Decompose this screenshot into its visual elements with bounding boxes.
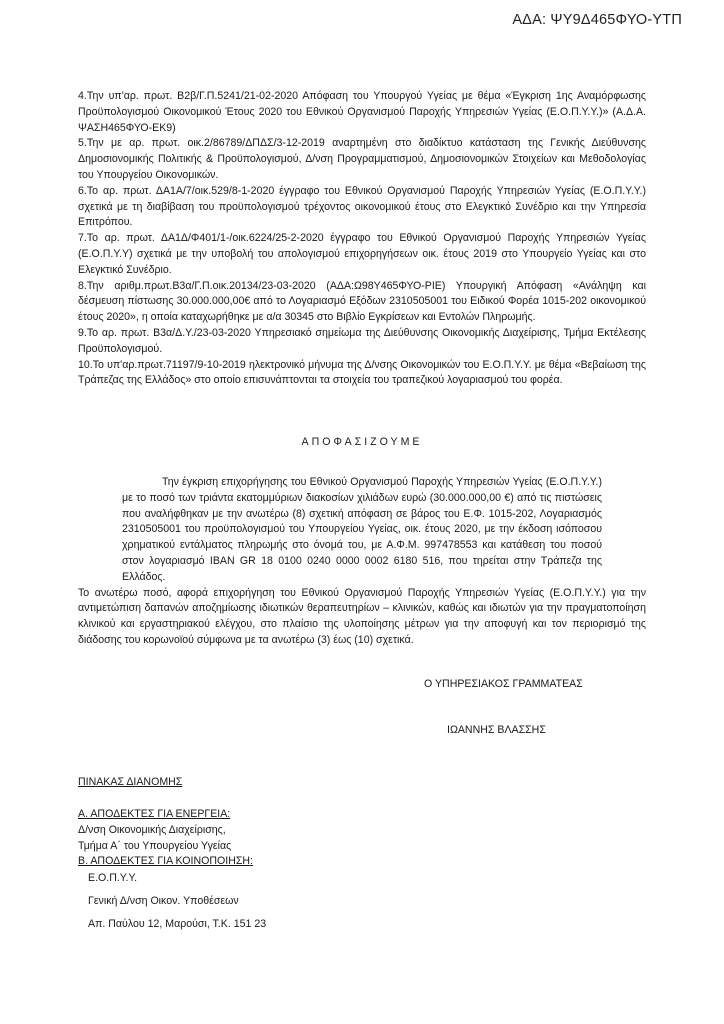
distribution-table bbox=[78, 775, 646, 932]
reference-item: 4.Την υπ'αρ. πρωτ. Β2β/Γ.Π.5241/21-02-2020 Απόφαση του Υπουργού Υγείας με θέμα «Έγκριση 1ης Αναμόρφωσης Προϋπολογισμού Οικονομικού Έτους 2020 του Εθνικού Οργανισμού Παροχής Υπηρεσιών Υγείας (Ε.Ο.Π.Υ.Υ.)» (Α.Δ.Α. ΨΑΣΗ465ΦΥΟ-ΕΚ9) bbox=[78, 90, 646, 134]
decision-paragraph-1: Την έγκριση επιχορήγησης του Εθνικού Οργανισμού Παροχής Υπηρεσιών Υγείας (Ε.Ο.Π.Υ.Υ.) με το ποσό των τριάντα εκατομμύριων διακοσίων χιλιάδων ευρώ (30.000.000,00 €) από τις πιστώσεις που αναλήφθηκαν με την ανωτέρω (8) σχετική απόφαση σε βάρος του Ε.Φ. 1015-202, Λογαριασμός 2310505001 του προϋπολογισμού του Υπουργείου Υγείας, οικ. έτους 2020, με την έκδοση ισόποσου χρηματικού εντάλματος πληρωμής στο όνομά του, με Α.Φ.Μ. 997478553 και κατάθεση του ποσού στον λογαριασμό IBAN GR 18 0100 0240 0000 0002 6180 516, που τηρείται στην Τράπεζα της Ελλάδος. bbox=[122, 475, 602, 583]
section-b-recipients bbox=[78, 871, 646, 932]
section-a-line: Τμήμα Α΄ του Υπουργείου Υγείας bbox=[78, 839, 232, 852]
signatory-role: Ο ΥΠΗΡΕΣΙΑΚΟΣ ΓΡΑΜΜΑΤΕΑΣ bbox=[424, 677, 583, 690]
reference-item: 5.Την με αρ. πρωτ. οικ.2/86789/ΔΠΔΣ/3-12-2019 αναρτημένη στο διαδίκτυο κατάσταση της Γενικής Διεύθυνσης Δημοσιονομικής Πολιτικής & Προϋπολογισμού, Δ/νση Προγραμματισμού, Δημοσιονομικών Στοιχείων και Μεθοδολογίας του Υπουργείου Οικονομικών. bbox=[78, 137, 646, 181]
section-b-heading: Β. ΑΠΟΔΕΚΤΕΣ ΓΙΑ ΚΟΙΝΟΠΟΙΗΣΗ: bbox=[78, 855, 253, 868]
reference-item: 10.Το υπ'αρ.πρωτ.71197/9-10-2019 ηλεκτρονικό μήνυμα της Δ/νσης Οικονομικών του Ε.Ο.Π.Υ.Υ. με θέμα «Βεβαίωση της Τράπεζας της Ελλάδος» στο οποίο επισυνάπτονται τα στοιχεία του τραπεζικού λογαριασμού του φορέα. bbox=[78, 358, 646, 387]
reference-item: 6.Το αρ. πρωτ. ΔΑ1Α/7/οικ.529/8-1-2020 έγγραφο του Εθνικού Οργανισμού Παροχής Υπηρεσιών Υγείας (Ε.Ο.Π.Υ.Υ.) σχετικά με τη διαβίβαση του προϋπολογισμού τρέχοντος οικονομικού έτους στο Ελεγκτικό Συνέδριο και την Υπηρεσία Επιτρόπου. bbox=[78, 184, 646, 229]
section-b-line: Ε.Ο.Π.Υ.Υ. bbox=[88, 872, 138, 885]
ada-code: ΑΔΑ: ΨΥ9Δ465ΦΥΟ-ΥΤΠ bbox=[512, 12, 682, 28]
reference-item: 9.Το αρ. πρωτ. Β3α/Δ.Υ./23-03-2020 Υπηρεσιακό σημείωμα της Διεύθυνσης Οικονομικής Διαχείρισης, Τμήμα Εκτέλεσης Προϋπολογισμού. bbox=[78, 326, 646, 355]
distribution-title: ΠΙΝΑΚΑΣ ΔΙΑΝΟΜΗΣ bbox=[78, 776, 183, 789]
section-a-line: Δ/νση Οικονομικής Διαχείρισης, bbox=[78, 823, 226, 836]
document-body bbox=[78, 89, 646, 940]
section-b-line: Απ. Παύλου 12, Μαρούσι, Τ.Κ. 151 23 bbox=[88, 917, 267, 930]
decision-section bbox=[78, 475, 646, 649]
decision-paragraph-2: Το ανωτέρω ποσό, αφορά επιχορήγηση του Εθνικού Οργανισμού Παροχής Υπηρεσιών Υγείας (Ε.Ο.Π.Υ.Υ.) για την αντιμετώπιση δαπανών αποζημίωσης ιδιωτικών θεραπευτηρίων – κλινικών, καθώς και ιδιωτών για την πραγματοποίηση κλινικού και εργαστηριακού ελέγχου, στο πλαίσιο της υλοποίησης μέτρων για την αποφυγή και τον περιορισμό της διάδοσης του κορωνοϊού σύμφωνα με τα ανωτέρω (3) έως (10) σχετικά. bbox=[78, 586, 646, 646]
references-list bbox=[78, 89, 646, 389]
signature-block bbox=[78, 677, 646, 739]
reference-item: 8.Την αριθμ.πρωτ.Β3α/Γ.Π.οικ.20134/23-03-2020 (ΑΔΑ:Ω98Υ465ΦΥΟ-ΡΙΕ) Υπουργική Απόφαση «Ανάληψη και δέσμευση πίστωσης 30.000.000,00€ από το Λογαριασμό Εξόδων 2310505001 του Ειδικού Φορέα 1015-202 οικονομικού έτους 2020», η οποία καταχωρήθηκε με α/α 30345 στο Βιβλίο Εγκρίσεων και Εντολών Πληρωμής. bbox=[78, 279, 646, 324]
section-b-line: Γενική Δ/νση Οικον. Υποθέσεων bbox=[88, 895, 239, 908]
decision-heading: ΑΠΟΦΑΣΙΖΟΥΜΕ bbox=[301, 436, 423, 449]
reference-item: 7.Το αρ. πρωτ. ΔΑ1Δ/Φ401/1-/οικ.6224/25-2-2020 έγγραφο του Εθνικού Οργανισμού Παροχής Υπηρεσιών Υγείας (Ε.Ο.Π.Υ.Υ) σχετικά με την υποβολή του απολογισμού επιχορηγήσεων οικ. έτους 2019 στο Υπουργείο Υγείας και στο Ελεγκτικό Συνέδριο. bbox=[78, 232, 646, 276]
signatory-name: ΙΩΑΝΝΗΣ ΒΛΑΣΣΗΣ bbox=[447, 723, 546, 736]
section-a-heading: Α. ΑΠΟΔΕΚΤΕΣ ΓΙΑ ΕΝΕΡΓΕΙΑ: bbox=[78, 808, 231, 821]
